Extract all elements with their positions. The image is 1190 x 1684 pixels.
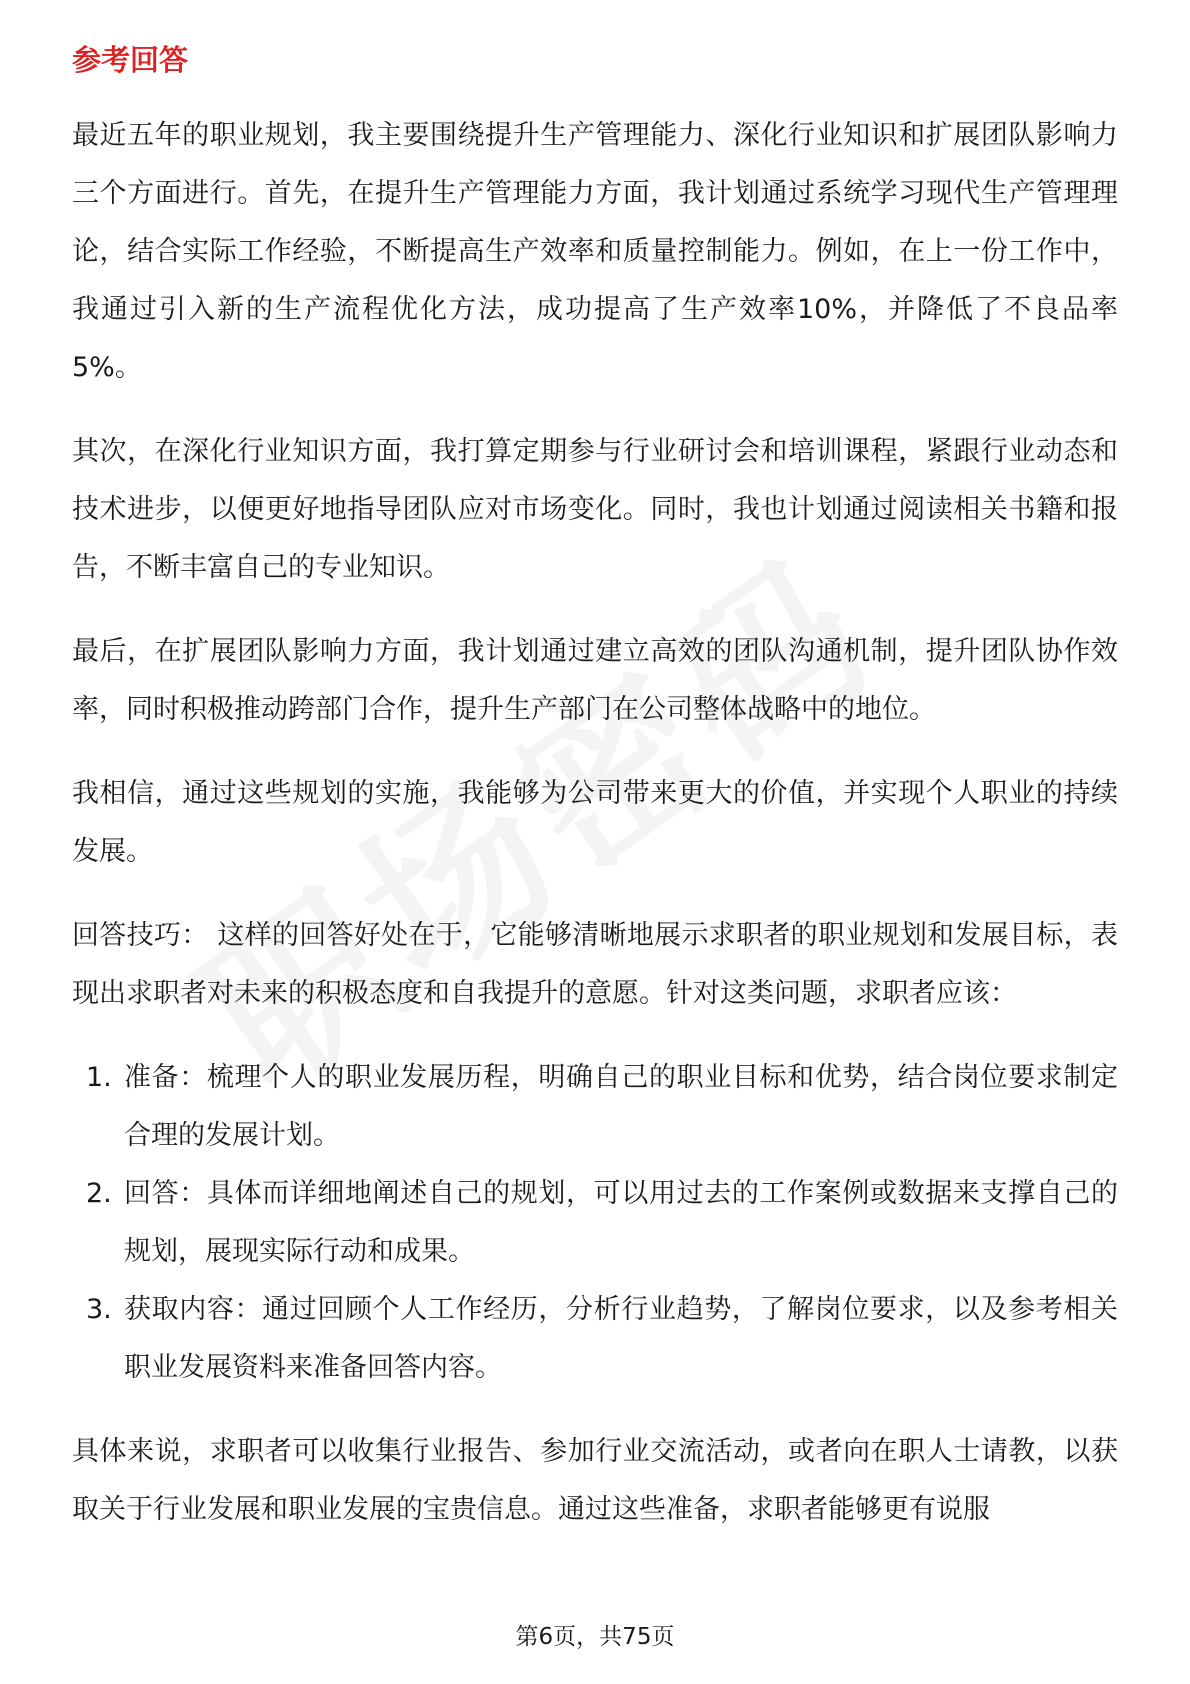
paragraph-conclusion: 我相信，通过这些规划的实施，我能够为公司带来更大的价值，并实现个人职业的持续发展。 <box>72 777 1118 867</box>
list-item <box>72 1281 1118 1397</box>
page-number: 第6页，共75页 <box>515 1624 675 1650</box>
paragraph-team-influence: 最后，在扩展团队影响力方面，我计划通过建立高效的团队沟通机制，提升团队协作效率，同时积极推动跨部门合作，提升生产部门在公司整体战略中的地位。 <box>72 635 1118 725</box>
paragraph-closing: 具体来说，求职者可以收集行业报告、参加行业交流活动，或者向在职人士请教，以获取关于行业发展和职业发展的宝贵信息。通过这些准备，求职者能够更有说服 <box>72 1435 1118 1525</box>
list-item-text: 准备：梳理个人的职业发展历程，明确自己的职业目标和优势，结合岗位要求制定合理的发展计划。 <box>124 1061 1118 1151</box>
section-heading: 参考回答 <box>72 43 189 77</box>
paragraph-industry-knowledge: 其次，在深化行业知识方面，我打算定期参与行业研讨会和培训课程，紧跟行业动态和技术进步，以便更好地指导团队应对市场变化。同时，我也计划通过阅读相关书籍和报告，不断丰富自己的专业知识。 <box>72 435 1118 583</box>
paragraph-answer-tips: 回答技巧： 这样的回答好处在于，它能够清晰地展示求职者的职业规划和发展目标，表现出求职者对未来的积极态度和自我提升的意愿。针对这类问题，求职者应该： <box>72 919 1118 1009</box>
list-item-text: 获取内容：通过回顾个人工作经历，分析行业趋势，了解岗位要求，以及参考相关职业发展资料来准备回答内容。 <box>124 1293 1118 1383</box>
list-item <box>72 1049 1118 1165</box>
list-item-number: 2. <box>86 1177 112 1209</box>
list-item <box>72 1165 1118 1281</box>
list-item-number: 3. <box>86 1293 112 1325</box>
paragraph-career-plan: 最近五年的职业规划，我主要围绕提升生产管理能力、深化行业知识和扩展团队影响力三个方面进行。首先，在提升生产管理能力方面，我计划通过系统学习现代生产管理理论，结合实际工作经验，不断提高生产效率和质量控制能力。例如，在上一份工作中，我通过引入新的生产流程优化方法，成功提高了生产效率10%，并降低了不良品率5%。 <box>72 119 1118 383</box>
list-item-text: 回答：具体而详细地阐述自己的规划，可以用过去的工作案例或数据来支撑自己的规划，展现实际行动和成果。 <box>124 1177 1118 1267</box>
list-item-number: 1. <box>86 1061 112 1093</box>
document-body <box>72 40 1118 1565</box>
tips-list <box>72 1049 1118 1397</box>
